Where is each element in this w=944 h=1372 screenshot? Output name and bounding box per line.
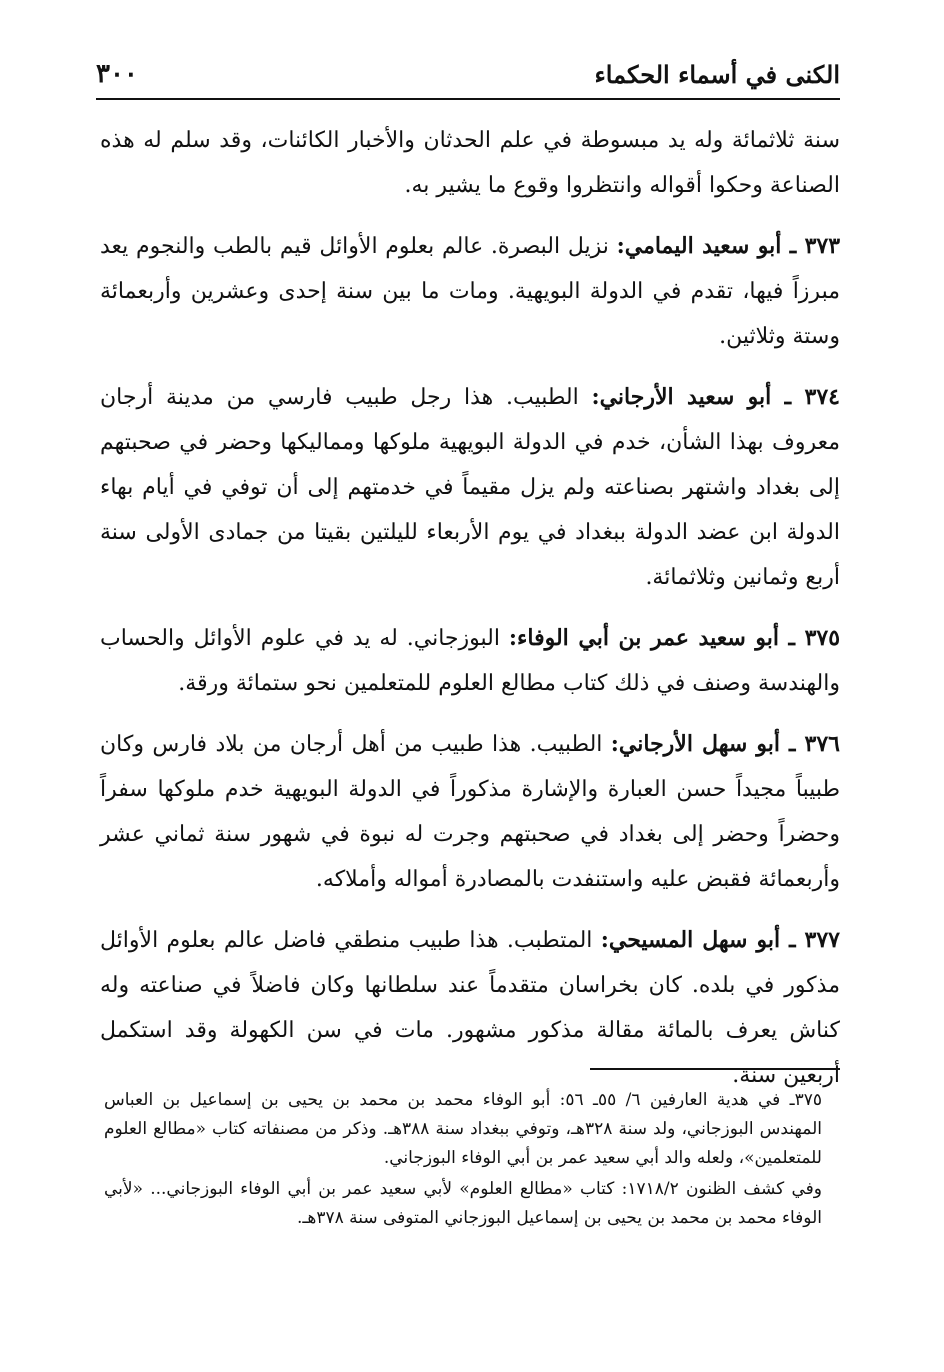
entry-text: الطبيب. هذا طبيب من أهل أرجان من بلاد فارس وكان طبيباً مجيداً حسن العبارة والإشارة مذكوراً في الدولة البويهية خدم ملوكها سفراً وحضراً وحضر إلى بغداد في صحبتهم وجرت له نبوة في شهور سنة ثماني عشر وأربعمائة فقبض عليه واستنفدت بالمصادرة أمواله وأملاكه. — [100, 732, 840, 892]
footnote-divider — [590, 1068, 840, 1070]
entry-text: الطبيب. هذا رجل طبيب فارسي من مدينة أرجان معروف بهذا الشأن، خدم في الدولة البويهية ملوكها ومماليكها وحضر في صحبتهم إلى بغداد واشتهر بصناعته ولم يزل مقيماً في خدمتهم إلى أن توفي في أيام بهاء الدولة ابن عضد الدولة ببغداد في يوم الأربعاء لليلتين بقيتا من جمادى الأولى سنة أربع وثمانين وثلاثمائة. — [100, 385, 840, 590]
entry-text: البوزجاني. له يد في علوم الأوائل والحساب والهندسة وصنف في ذلك كتاب مطالع العلوم للمتعلمين نحو ستمائة ورقة. — [100, 626, 840, 696]
entry-text: نزيل البصرة. عالم بعلوم الأوائل قيم بالطب والنجوم يعد مبرزاً فيها، تقدم في الدولة البويهية. ومات ما بين سنة إحدى وعشرين وأربعمائة وستة وثلاثين. — [100, 234, 840, 349]
entry-375 — [100, 616, 840, 706]
entry-374 — [100, 375, 840, 600]
entry-heading: ٣٧٤ ـ أبو سعيد الأرجاني: — [591, 384, 840, 410]
entry-373 — [100, 224, 840, 359]
entry-text: المتطبب. هذا طبيب منطقي فاضل عالم بعلوم الأوائل مذكور في بلده. كان بخراسان متقدماً عند سلطانها وكان فاضلاً في صناعته وله كناش يعرف بالمائة مقالة مذكور مشهور. مات في سن الكهولة وقد استكمل أربعين سنة. — [100, 928, 840, 1088]
entry-376 — [100, 722, 840, 902]
page-number: ٣٠٠ — [96, 59, 138, 89]
footnote-375: ٣٧٥ـ في هدية العارفين ٦/ ٥٥ـ ٥٦: أبو الوفاء محمد بن محمد بن يحيى بن إسماعيل بن العباس المهندس البوزجاني، ولد سنة ٣٢٨هـ، وتوفي ببغداد سنة ٣٨٨هـ. وذكر من مصنفاته كتاب «مطالع العلوم للمتعلمين»، ولعله والد أبي سعيد عمر بن أبي الوفاء البوزجاني. — [104, 1090, 823, 1168]
running-title: الكنى في أسماء الحكماء — [594, 59, 840, 89]
continuation-paragraph: سنة ثلاثمائة وله يد مبسوطة في علم الحدثان والأخبار الكائنات، وقد سلم له هذه الصناعة وحكوا أقواله وانتظروا وقوع ما يشير به. — [100, 128, 841, 198]
entry-heading: ٣٧٣ ـ أبو سعيد اليمامي: — [616, 233, 841, 259]
entry-heading: ٣٧٦ ـ أبو سهل الأرجاني: — [610, 731, 840, 757]
main-text — [100, 118, 840, 1114]
entry-heading: ٣٧٧ ـ أبو سهل المسيحي: — [600, 927, 840, 953]
entry-heading: ٣٧٥ ـ أبو سعيد عمر بن أبي الوفاء: — [508, 625, 841, 651]
footnote-375-continued: وفي كشف الظنون ١٧١٨/٢: كتاب «مطالع العلوم» لأبي سعيد عمر بن أبي الوفاء البوزجاني... «لأبي الوفاء محمد بن محمد بن يحيى بن إسماعيل البوزجاني المتوفى سنة ٣٧٨هـ. — [104, 1179, 822, 1228]
entry-377 — [100, 918, 840, 1098]
page-header — [96, 50, 840, 100]
footnotes — [104, 1086, 822, 1233]
